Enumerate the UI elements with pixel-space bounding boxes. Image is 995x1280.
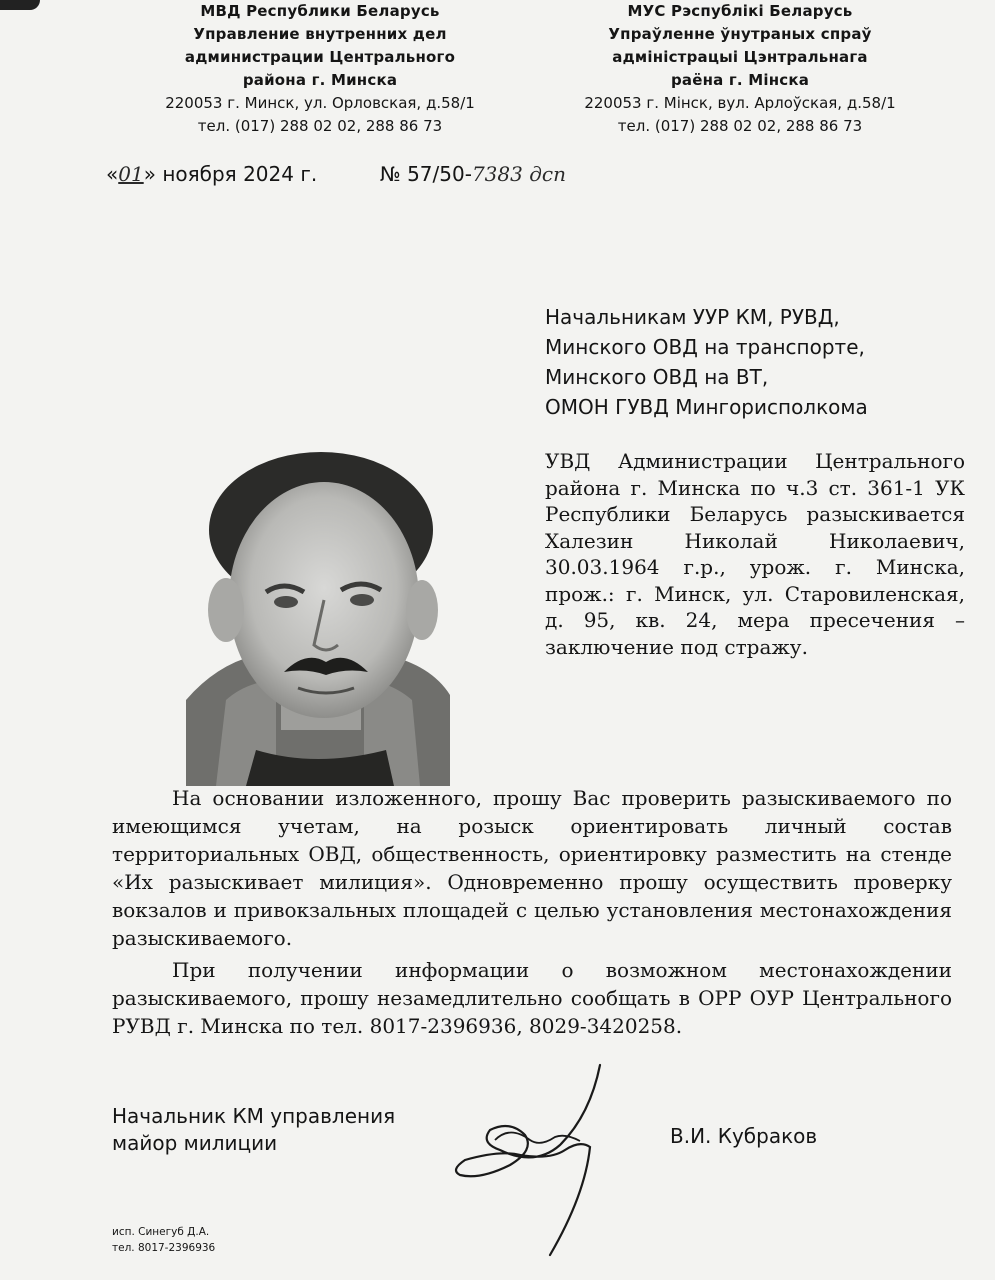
date-open-quote: «	[106, 162, 119, 186]
scan-corner-mark	[0, 0, 40, 10]
letterhead-right-address: 220053 г. Мінск, вул. Арлоўская, д.58/1	[584, 94, 896, 112]
signatory-title-line1: Начальник КМ управления	[112, 1104, 396, 1128]
addressee-block	[545, 302, 868, 422]
letterhead-left-address: 220053 г. Минск, ул. Орловская, д.58/1	[165, 94, 475, 112]
letterhead-right-phone: тел. (017) 288 02 02, 288 86 73	[617, 117, 863, 135]
signer-name: В.И. Кубраков	[670, 1124, 818, 1148]
suspect-photo	[186, 450, 450, 786]
letterhead-left-line4: района г. Минска	[242, 71, 398, 89]
executor-name: исп. Синегуб Д.А.	[112, 1226, 210, 1238]
addressee-line: ОМОН ГУВД Мингорисполкома	[545, 395, 868, 419]
date-close-quote: »	[143, 162, 156, 186]
date-number-line	[106, 162, 566, 186]
request-body	[112, 784, 952, 1040]
handwritten-signature	[440, 1055, 640, 1275]
executor-footer	[112, 1224, 215, 1256]
wanted-person-description: УВД Администрации Центрального района г. Минска по ч.3 ст. 361-1 УК Республики Беларусь разыскивается Халезин Николай Николаевич, 30.03.1964 г.р., урож. г. Минска, прож.: г. Минск, ул. Старовиленская, д. 95, кв. 24, мера пресечения – заключение под стражу.	[545, 449, 965, 659]
date-month-year: ноября 2024 г.	[162, 162, 318, 186]
executor-phone: тел. 8017-2396936	[112, 1242, 216, 1254]
letterhead-right	[530, 0, 950, 138]
letterhead-right-line1: МУС Рэспублікі Беларусь	[627, 2, 853, 20]
letterhead-right-line2: Упраўленне ўнутраных спраў	[608, 25, 872, 43]
signatory-title-line2: майор милиции	[112, 1131, 278, 1155]
letterhead-right-line4: раёна г. Мінска	[670, 71, 810, 89]
addressee-line: Начальникам УУР КМ, РУВД,	[545, 305, 840, 329]
letterhead-left-line1: МВД Республики Беларусь	[200, 2, 440, 20]
document-number-prefix: № 57/50-	[379, 162, 472, 186]
document-number-handwritten: 7383 дсп	[471, 162, 566, 186]
letterhead-left-phone: тел. (017) 288 02 02, 288 86 73	[197, 117, 443, 135]
letterhead-left-line2: Управление внутренних дел	[193, 25, 447, 43]
letterhead-left	[110, 0, 530, 138]
addressee-line: Минского ОВД на ВТ,	[545, 365, 769, 389]
body-paragraph: На основании изложенного, прошу Вас проверить разыскиваемого по имеющимся учетам, на розыск ориентировать личный состав территориальных ОВД, общественность, ориентировку разместить на стенде «Их разыскивает милиция». Одновременно прошу осуществить проверку вокзалов и привокзальных площадей с целью установления местонахождения разыскиваемого.	[112, 786, 952, 950]
letterhead-right-line3: адміністрацыі Цэнтральнага	[612, 48, 868, 66]
letterhead-left-line3: администрации Центрального	[184, 48, 456, 66]
signatory-title	[112, 1103, 395, 1157]
addressee-line: Минского ОВД на транспорте,	[545, 335, 865, 359]
body-paragraph: При получении информации о возможном местонахождении разыскиваемого, прошу незамедлительно сообщать в ОРР ОУР Центрального РУВД г. Минска по тел. 8017-2396936, 8029-3420258.	[112, 958, 952, 1038]
date-day-handwritten: 01	[118, 162, 144, 186]
